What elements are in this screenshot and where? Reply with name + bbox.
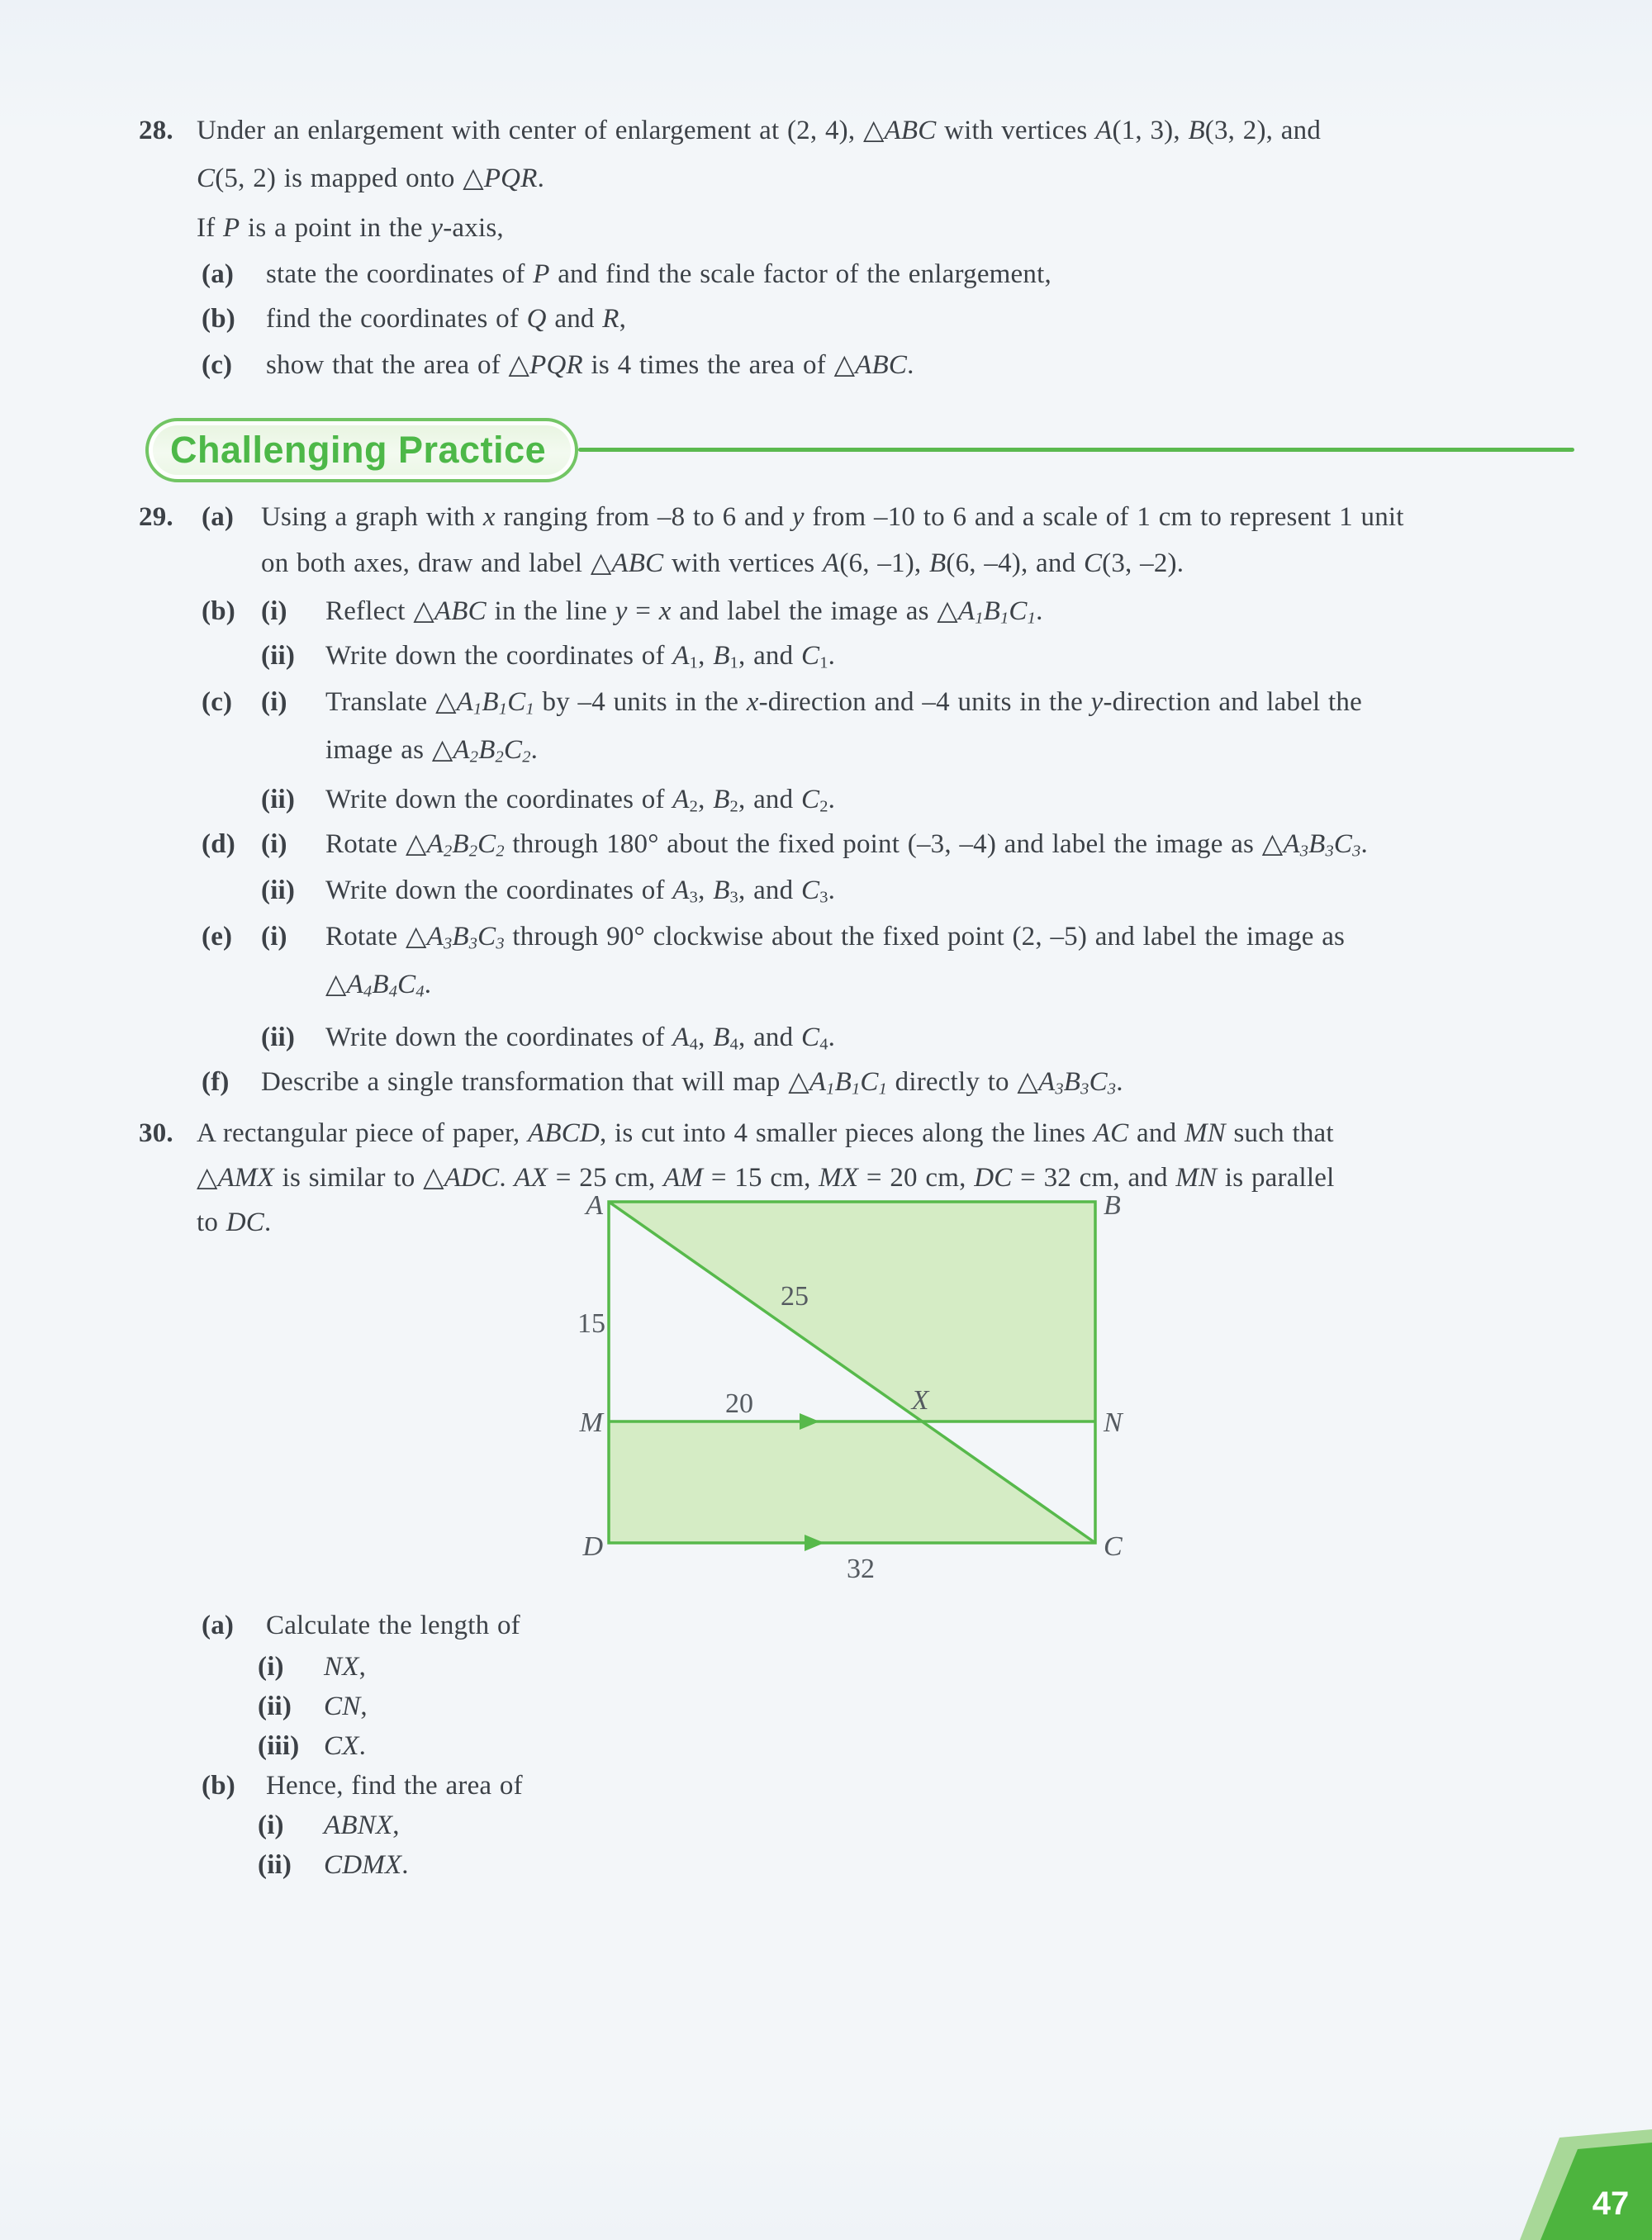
vertex-label-a: A xyxy=(586,1190,603,1221)
part-label: (b) xyxy=(202,596,235,626)
subpart-label: (i) xyxy=(261,922,287,952)
subpart-label: (i) xyxy=(258,1652,284,1682)
text-line: Write down the coordinates of $A_3$, $B_3$, and $C_3$. xyxy=(325,876,836,907)
text-line: Calculate the length of xyxy=(266,1611,520,1640)
text-line: Translate $\triangle A_1B_1C_1$ by –4 units in the x-direction and –4 units in the y-direction and label the xyxy=(325,687,1362,719)
text-line: CX. xyxy=(324,1731,367,1761)
vertex-label-x: X xyxy=(911,1385,929,1416)
part-label: (a) xyxy=(202,1611,235,1640)
vertex-label-m: M xyxy=(579,1407,603,1438)
text-line: Using a graph with x ranging from –8 to 6 and y from –10 to 6 and a scale of 1 cm to represent 1 unit xyxy=(261,502,1404,532)
subpart-label: (ii) xyxy=(261,876,296,905)
text-line: show that the area of △PQR is 4 times the area of △ABC. xyxy=(266,350,914,380)
length-label-ax-25: 25 xyxy=(781,1281,809,1312)
vertex-label-b: B xyxy=(1104,1190,1121,1221)
subpart-label: (ii) xyxy=(258,1692,292,1721)
vertex-label-d: D xyxy=(582,1531,603,1562)
part-label: (b) xyxy=(202,304,235,334)
question-number: 28. xyxy=(139,116,173,145)
text-line: Write down the coordinates of $A_1$, $B_1$, and $C_1$. xyxy=(325,641,836,672)
text-line: CDMX. xyxy=(324,1850,409,1880)
text-line: If P is a point in the y-axis, xyxy=(197,213,504,243)
subpart-label: (ii) xyxy=(261,641,296,671)
page-number: 47 xyxy=(1592,2185,1630,2222)
text-line: Hence, find the area of xyxy=(266,1771,523,1801)
text-line: C(5, 2) is mapped onto △PQR. xyxy=(197,164,545,193)
vertex-label-c: C xyxy=(1104,1531,1123,1562)
subpart-label: (ii) xyxy=(261,785,296,814)
part-label: (e) xyxy=(202,922,233,952)
text-line: Describe a single transformation that will map $\triangle A_1B_1C_1$ directly to $\triangle A_3B_3C_3$. xyxy=(261,1067,1123,1099)
part-label: (a) xyxy=(202,259,235,289)
subpart-label: (iii) xyxy=(258,1731,300,1761)
question-number: 30. xyxy=(139,1118,173,1148)
subpart-label: (ii) xyxy=(261,1023,296,1052)
text-line: ABNX, xyxy=(324,1811,400,1840)
subpart-label: (i) xyxy=(258,1811,284,1840)
text-line: image as $\triangle A_2B_2C_2$. xyxy=(325,735,539,766)
text-line: Rotate $\triangle A_3B_3C_3$ through 90° clockwise about the fixed point (2, –5) and label the image as xyxy=(325,922,1346,953)
subpart-label: (i) xyxy=(261,687,287,717)
vertex-label-n: N xyxy=(1104,1407,1123,1438)
text-line: Under an enlargement with center of enlargement at (2, 4), △ABC with vertices A(1, 3), B(3, 2), and xyxy=(197,116,1322,145)
text-line: Write down the coordinates of $A_4$, $B_4$, and $C_4$. xyxy=(325,1023,836,1054)
page-number-corner xyxy=(1487,2128,1652,2240)
shaded-region-mdcx xyxy=(609,1421,1095,1543)
text-line: to DC. xyxy=(197,1208,272,1237)
part-label: (c) xyxy=(202,350,233,380)
text-line: find the coordinates of Q and R, xyxy=(266,304,627,334)
rectangle-paper-figure xyxy=(570,1179,1156,1592)
text-line: Reflect △ABC in the line y = x and label the image as $\triangle A_1B_1C_1$. xyxy=(325,596,1043,628)
part-label: (a) xyxy=(202,502,235,532)
subpart-label: (i) xyxy=(261,829,287,859)
shaded-region-abnx xyxy=(609,1202,1095,1421)
text-line: CN, xyxy=(324,1692,368,1721)
text-line: Rotate $\triangle A_2B_2C_2$ through 180° about the fixed point (–3, –4) and label the image as $\triangle A_3B_3C_3$. xyxy=(325,829,1368,861)
heading-box xyxy=(145,418,578,482)
part-label: (f) xyxy=(202,1067,230,1097)
text-line: Write down the coordinates of $A_2$, $B_2$, and $C_2$. xyxy=(325,785,836,816)
text-line: NX, xyxy=(324,1652,367,1682)
length-label-am-15: 15 xyxy=(577,1308,605,1339)
text-line: state the coordinates of P and find the scale factor of the enlargement, xyxy=(266,259,1051,289)
length-label-dc-32: 32 xyxy=(847,1554,875,1584)
part-label: (c) xyxy=(202,687,233,717)
question-number: 29. xyxy=(139,502,173,532)
subpart-label: (i) xyxy=(261,596,287,626)
section-title: Challenging Practice xyxy=(170,429,547,471)
subpart-label: (ii) xyxy=(258,1850,292,1880)
text-line: △AMX is similar to △ADC. AX = 25 cm, AM = 15 cm, MX = 20 cm, DC = 32 cm, and MN is parallel xyxy=(197,1163,1335,1193)
heading-rule xyxy=(578,448,1574,452)
part-label: (b) xyxy=(202,1771,235,1801)
text-line: A rectangular piece of paper, ABCD, is cut into 4 smaller pieces along the lines AC and MN such that xyxy=(197,1118,1334,1148)
text-line: on both axes, draw and label △ABC with vertices A(6, –1), B(6, –4), and C(3, –2). xyxy=(261,548,1184,578)
part-label: (d) xyxy=(202,829,235,859)
length-label-mx-20: 20 xyxy=(725,1388,753,1419)
text-line: $\triangle A_4B_4C_4$. xyxy=(325,970,432,1001)
